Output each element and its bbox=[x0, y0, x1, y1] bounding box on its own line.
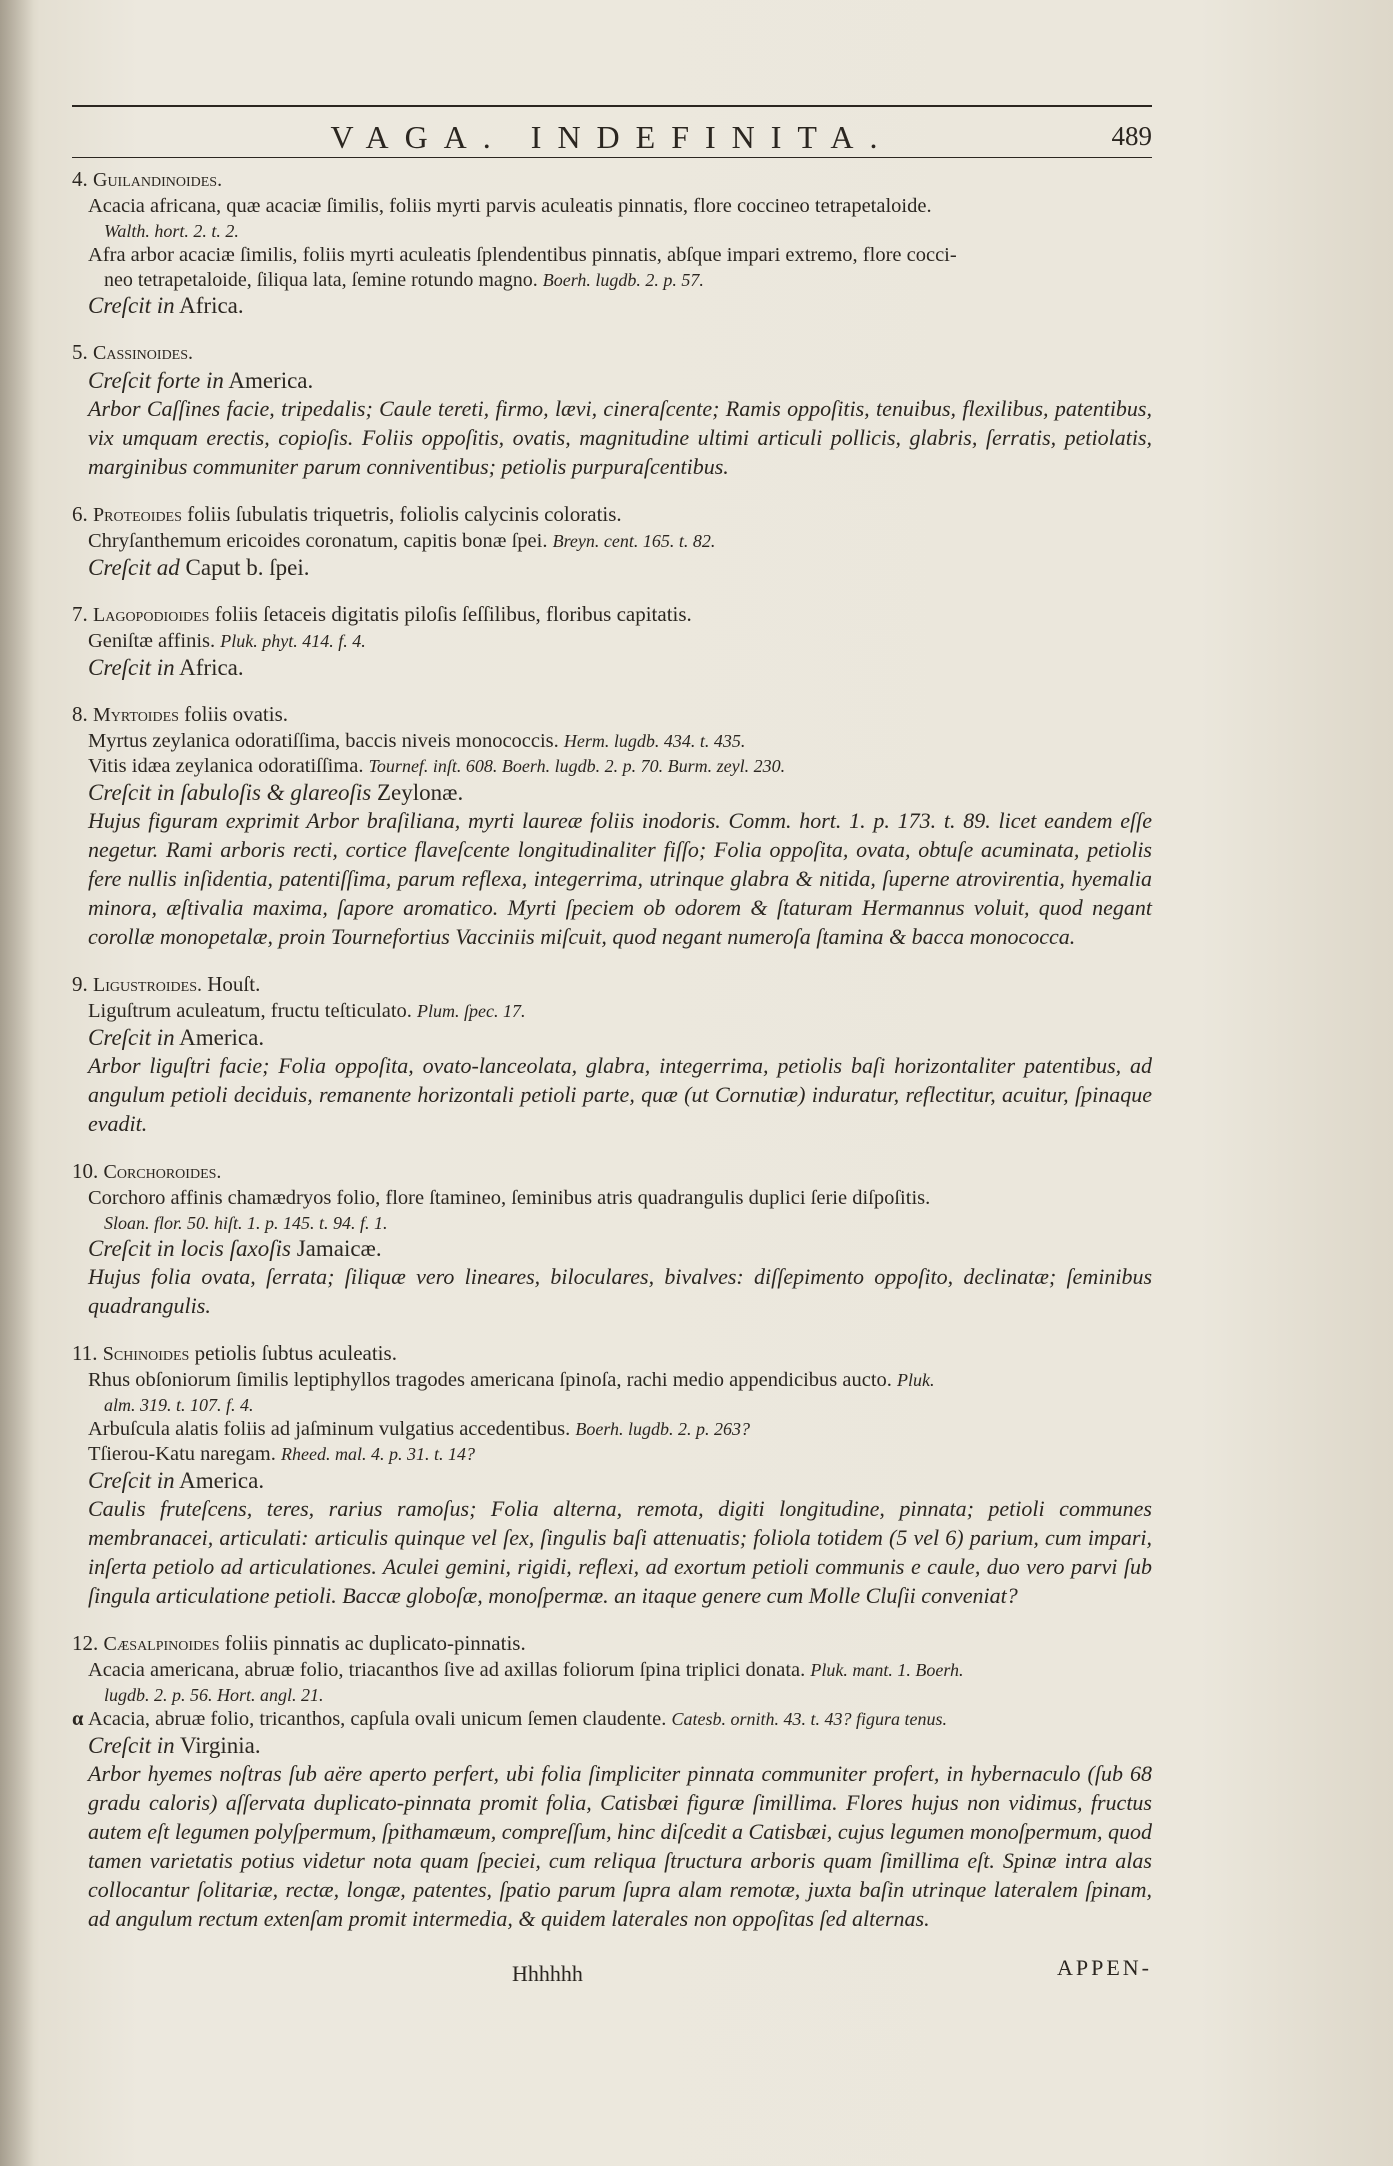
entry-number: 11. bbox=[72, 1341, 98, 1365]
synonym-reference: Sloan. flor. 50. hiſt. 1. p. 145. t. 94. f. 1. bbox=[104, 1213, 388, 1233]
diagnosis: foliis ſetaceis digitatis piloſis ſeſſilibus, floribus capitatis. bbox=[214, 602, 692, 626]
entry-heading bbox=[72, 1630, 1152, 1658]
synonym-line bbox=[72, 243, 1152, 268]
synonym-text: Arbuſcula alatis foliis ad jaſminum vulgatius accedentibus. bbox=[88, 1418, 571, 1440]
synonym-line bbox=[72, 219, 1152, 243]
diagnosis: foliis pinnatis ac duplicato-pinnatis. bbox=[224, 1631, 526, 1655]
habitat-label: Creſcit in bbox=[88, 655, 175, 680]
genus-entry bbox=[72, 701, 1152, 951]
genus-entry bbox=[72, 1158, 1152, 1320]
habitat-place: Virginia. bbox=[180, 1733, 261, 1758]
page-footer bbox=[72, 1953, 1152, 1993]
habitat-label: Creſcit forte in bbox=[88, 368, 224, 393]
synonym-reference: Pluk. bbox=[897, 1370, 935, 1390]
entry-heading bbox=[72, 166, 1152, 194]
synonym-line bbox=[72, 754, 1152, 779]
synonym-line bbox=[72, 1417, 1152, 1442]
habitat-place: America. bbox=[179, 1468, 265, 1493]
synonym-reference: Rheed. mal. 4. p. 31. t. 14? bbox=[280, 1444, 475, 1464]
entry-number: 9. bbox=[72, 972, 88, 996]
diagnosis: Houſt. bbox=[207, 972, 261, 996]
habitat-label: Creſcit in bbox=[88, 1025, 175, 1050]
running-title: VAGA. INDEFINITA. bbox=[330, 119, 894, 155]
synonym-text: Acacia, abruæ folio, tricanthos, capſula ovali unicum ſemen claudente. bbox=[88, 1708, 667, 1730]
description: Arbor hyemes noſtras ſub aëre aperto perfert, ubi folia ſimpliciter pinnata communiter profert, in hybernaculo (ſub 68 gradu caloris) aſſervata duplicato-pinnata promit folia, Catisbæi figuræ ſimillima. Flores hujus non vidimus, fructus autem eſt legumen polyſpermum, ſpithamæum, compreſſum, hinc diſcedit a Catisbæi, cujus legumen monoſpermum, quod tamen varietatis potius videtur nota quam ſpeciei, cum reliqua ſtructura arboris quam ſimillima eſt. Spinæ intra alas collocantur ſolitariæ, rectæ, longæ, patentes, ſpatio parum ſupra alam remotæ, juxta baſin utrinque lateralem ſpinam, ad angulum rectum extenſam promit intermedia, & quidem laterales non oppoſitas ſed alternas. bbox=[88, 1761, 1152, 1931]
habitat-label: Creſcit in bbox=[88, 293, 175, 318]
habitat-label: Creſcit in ſabuloſis & glareoſis bbox=[88, 780, 372, 805]
synonym-line bbox=[72, 268, 1152, 292]
habitat-place: Jamaicæ. bbox=[296, 1236, 382, 1261]
entry-heading bbox=[72, 1340, 1152, 1368]
habitat-line bbox=[72, 779, 1152, 806]
genus-name: Guilandinoides. bbox=[93, 169, 223, 191]
habitat-place: Zeylonæ. bbox=[377, 780, 464, 805]
synonym-line bbox=[72, 1707, 1152, 1732]
synonym-line bbox=[72, 1211, 1152, 1235]
synonym-text: Corchoro affinis chamædryos folio, flore ſtamineo, ſeminibus atris quadrangulis duplici ſerie diſpoſitis. bbox=[88, 1187, 931, 1209]
synonym-line bbox=[72, 529, 1152, 554]
synonym-line bbox=[72, 629, 1152, 654]
diagnosis: foliis ovatis. bbox=[184, 702, 289, 726]
habitat-line bbox=[72, 1732, 1152, 1759]
synonym-text: Geniſtæ affinis. bbox=[88, 630, 216, 652]
synonym-line bbox=[72, 1442, 1152, 1467]
synonym-text: Vitis idæa zeylanica odoratiſſima. bbox=[88, 755, 364, 777]
habitat-place: America. bbox=[179, 1025, 265, 1050]
genus-entry bbox=[72, 601, 1152, 681]
synonym-line bbox=[72, 1393, 1152, 1417]
habitat-line bbox=[72, 1235, 1152, 1262]
synonym-reference: Herm. lugdb. 434. t. 435. bbox=[563, 731, 746, 751]
entries-list bbox=[72, 166, 1152, 1933]
habitat-place: Africa. bbox=[179, 655, 244, 680]
synonym-reference: Plum. ſpec. 17. bbox=[417, 1001, 526, 1021]
synonym-line bbox=[72, 194, 1152, 219]
genus-name: Proteoides bbox=[93, 504, 182, 526]
page-content bbox=[72, 105, 1152, 1993]
entry-number: 6. bbox=[72, 502, 88, 526]
synonym-reference: alm. 319. t. 107. f. 4. bbox=[104, 1395, 254, 1415]
description: Arbor Caſſines facie, tripedalis; Caule tereti, firmo, lævi, cineraſcente; Ramis oppoſitis, tenuibus, flexilibus, patentibus, vix umquam erectis, copioſis. Foliis oppoſitis, ovatis, magnitudine ultimi articuli pollicis, glabris, ſerratis, petiolatis, marginibus communiter parum conniventibus; petiolis purpuraſcentibus. bbox=[88, 396, 1152, 479]
genus-entry bbox=[72, 1340, 1152, 1610]
habitat-line bbox=[72, 1024, 1152, 1051]
synonym-line bbox=[72, 999, 1152, 1024]
synonym-line bbox=[72, 1368, 1152, 1393]
habitat-place: Caput b. ſpei. bbox=[185, 555, 310, 580]
synonym-reference: Walth. hort. 2. t. 2. bbox=[104, 221, 239, 241]
synonym-line bbox=[72, 1186, 1152, 1211]
synonym-reference: Pluk. phyt. 414. f. 4. bbox=[220, 631, 366, 651]
synonym-line bbox=[72, 1683, 1152, 1707]
synonym-reference: Tournef. inſt. 608. Boerh. lugdb. 2. p. 70. Burm. zeyl. 230. bbox=[368, 756, 786, 776]
entry-number: 8. bbox=[72, 702, 88, 726]
synonym-reference: Catesb. ornith. 43. t. 43? figura tenus. bbox=[671, 1709, 947, 1729]
entry-number: 7. bbox=[72, 602, 88, 626]
entry-heading bbox=[72, 601, 1152, 629]
entry-heading bbox=[72, 1158, 1152, 1186]
entry-heading bbox=[72, 701, 1152, 729]
habitat-line bbox=[72, 1467, 1152, 1494]
description: Hujus folia ovata, ſerrata; ſiliquæ vero lineares, biloculares, bivalves: diſſepimento oppoſito, declinatæ; ſeminibus quadrangulis. bbox=[88, 1264, 1152, 1318]
diagnosis: petiolis ſubtus aculeatis. bbox=[194, 1341, 397, 1365]
genus-name: Ligustroides. bbox=[93, 974, 202, 996]
genus-name: Cassinoides. bbox=[93, 342, 194, 364]
genus-entry bbox=[72, 339, 1152, 481]
description: Arbor liguſtri facie; Folia oppoſita, ovato-lanceolata, glabra, integerrima, petiolis baſi horizontaliter patentibus, ad angulum petioli deciduis, remanente horizontali petioli parte, quæ (ut Cornutiæ) induratur, reflectitur, acuitur, ſpinaque evadit. bbox=[88, 1053, 1152, 1136]
synonym-text: neo tetrapetaloide, ſiliqua lata, ſemine rotundo magno. bbox=[104, 269, 538, 291]
synonym-reference: lugdb. 2. p. 56. Hort. angl. 21. bbox=[104, 1685, 324, 1705]
habitat-label: Creſcit in locis ſaxoſis bbox=[88, 1236, 291, 1261]
genus-name: Schinoides bbox=[102, 1343, 190, 1365]
signature-mark: Hhhhhh bbox=[512, 1961, 583, 1986]
habitat-line bbox=[72, 554, 1152, 581]
entry-number: 12. bbox=[72, 1631, 99, 1655]
synonym-text: Rhus obſoniorum ſimilis leptiphyllos tragodes americana ſpinoſa, rachi medio appendicibus aucto. bbox=[88, 1369, 892, 1391]
genus-name: Cæsalpinoides bbox=[103, 1633, 220, 1655]
synonym-reference: Pluk. mant. 1. Boerh. bbox=[810, 1660, 964, 1680]
header-rule-bottom bbox=[72, 157, 1152, 158]
habitat-line bbox=[72, 654, 1152, 681]
variety-mark: α bbox=[72, 1708, 84, 1730]
synonym-text: Afra arbor acaciæ ſimilis, foliis myrti aculeatis ſplendentibus pinnatis, abſque impari extremo, flore cocci- bbox=[88, 244, 957, 266]
synonym-text: Chryſanthemum ericoides coronatum, capitis bonæ ſpei. bbox=[88, 530, 548, 552]
habitat-label: Creſcit in bbox=[88, 1733, 175, 1758]
gutter-shadow bbox=[0, 0, 34, 2166]
synonym-reference: Breyn. cent. 165. t. 82. bbox=[552, 531, 716, 551]
entry-heading bbox=[72, 971, 1152, 999]
synonym-reference: Boerh. lugdb. 2. p. 263? bbox=[575, 1419, 750, 1439]
entry-heading bbox=[72, 501, 1152, 529]
synonym-text: Tſierou-Katu naregam. bbox=[88, 1443, 276, 1465]
synonym-line bbox=[72, 1658, 1152, 1683]
entry-heading bbox=[72, 339, 1152, 367]
synonym-line bbox=[72, 729, 1152, 754]
entry-number: 10. bbox=[72, 1159, 99, 1183]
synonym-text: Acacia africana, quæ acaciæ ſimilis, foliis myrti parvis aculeatis pinnatis, flore coccineo tetrapetaloide. bbox=[88, 195, 932, 217]
page-number: 489 bbox=[1111, 121, 1152, 151]
habitat-label: Creſcit ad bbox=[88, 555, 180, 580]
genus-entry bbox=[72, 166, 1152, 319]
habitat-place: America. bbox=[228, 368, 314, 393]
diagnosis: foliis ſubulatis triquetris, foliolis calycinis coloratis. bbox=[187, 502, 622, 526]
genus-name: Corchoroides. bbox=[103, 1161, 222, 1183]
habitat-line bbox=[72, 292, 1152, 319]
synonym-text: Liguſtrum aculeatum, fructu teſticulato. bbox=[88, 1000, 412, 1022]
entry-number: 5. bbox=[72, 340, 88, 364]
entry-number: 4. bbox=[72, 167, 88, 191]
habitat-label: Creſcit in bbox=[88, 1468, 175, 1493]
synonym-text: Acacia americana, abruæ folio, triacanthos ſive ad axillas foliorum ſpina triplici donata. bbox=[88, 1659, 806, 1681]
description: Caulis fruteſcens, teres, rarius ramoſus; Folia alterna, remota, digiti longitudine, pinnata; petioli communes membranacei, articulati: articulis quinque vel ſex, ſingulis baſi attenuatis; foliola totidem (5 vel 6) parium, cum impari, inſerta petiolo ad articulationes. Aculei gemini, rigidi, reflexi, ad exortum petioli communis e caule, duo vero parvi ſub ſingula articulatione petioli. Baccæ globoſæ, monoſpermæ. an itaque genere cum Molle Cluſii conveniat? bbox=[88, 1496, 1152, 1608]
catchword: APPEN- bbox=[1056, 1955, 1152, 1980]
synonym-text: Myrtus zeylanica odoratiſſima, baccis niveis monococcis. bbox=[88, 730, 559, 752]
description: Hujus figuram exprimit Arbor braſiliana, myrti laureæ foliis inodoris. Comm. hort. 1. p. 173. t. 89. licet eandem eſſe negetur. Rami arboris recti, cortice flaveſcente longitudinaliter fiſſo; Folia oppoſita, ovata, obtuſe acuminata, petiolis fere nullis inſidentia, patentiſſima, parum reflexa, integerrima, utrinque glabra & nitida, ſuperne atrovirentia, hyemalia minora, æſtivalia maxima, ſapore aromatico. Myrti ſpeciem ob odorem & ſtaturam Hermannus voluit, quod negant corollæ monopetalæ, proin Tournefortius Vacciniis miſcuit, quod negant numeroſa ſtamina & bacca monococca. bbox=[88, 808, 1152, 949]
genus-name: Lagopodioides bbox=[93, 604, 210, 626]
habitat-line bbox=[72, 367, 1152, 394]
genus-entry bbox=[72, 501, 1152, 581]
synonym-reference: Boerh. lugdb. 2. p. 57. bbox=[542, 270, 704, 290]
habitat-place: Africa. bbox=[179, 293, 244, 318]
genus-entry bbox=[72, 971, 1152, 1138]
genus-entry bbox=[72, 1630, 1152, 1933]
running-head bbox=[72, 107, 1152, 157]
genus-name: Myrtoides bbox=[93, 704, 179, 726]
